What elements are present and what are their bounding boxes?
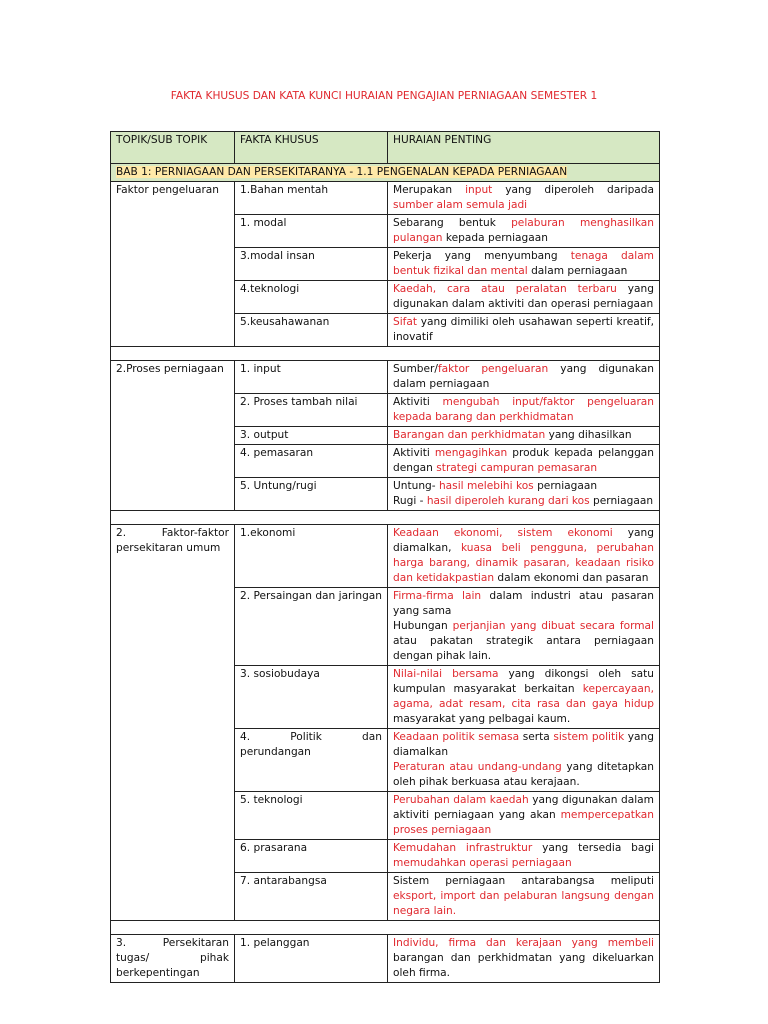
description-text: Aktiviti: [393, 447, 435, 459]
description-text: Sumber/: [393, 363, 438, 375]
keyword-text: Keadaan politik semasa: [393, 731, 520, 743]
keyword-text: pelaburan menghasilkan pulangan: [393, 217, 654, 244]
keyword-text: strategi campuran pemasaran: [436, 462, 598, 474]
description-text: yang diamalkan: [393, 731, 654, 758]
keyword-text: Perubahan dalam kaedah: [393, 794, 529, 806]
description-cell: [388, 314, 660, 347]
fact-cell: 1. input: [235, 361, 388, 394]
keyword-text: Sifat: [393, 316, 418, 328]
description-line: [393, 619, 654, 664]
description-cell: [388, 215, 660, 248]
fact-cell: 6. prasarana: [235, 840, 388, 873]
description-line: [393, 730, 654, 760]
fact-cell: 5. Untung/rugi: [235, 478, 388, 511]
description-cell: [388, 792, 660, 840]
fact-cell: 1.ekonomi: [235, 525, 388, 588]
keyword-text: mengubah input/faktor pengeluaran kepada barang dan perkhidmatan: [393, 396, 655, 423]
spacer-cell: [111, 921, 660, 935]
description-text: yang tersedia bagi: [532, 842, 654, 854]
description-cell: [388, 281, 660, 314]
header-huraian: HURAIAN PENTING: [388, 132, 660, 164]
fact-cell: 5. teknologi: [235, 792, 388, 840]
table-row: [111, 935, 660, 983]
description-text: yang dimiliki oleh usahawan seperti kreatif, inovatif: [393, 316, 654, 343]
document-title: FAKTA KHUSUS DAN KATA KUNCI HURAIAN PENGAJIAN PERNIAGAAN SEMESTER 1: [170, 90, 598, 102]
fact-cell: 5.keusahawanan: [235, 314, 388, 347]
fact-cell: 1. modal: [235, 215, 388, 248]
description-text: Sistem perniagaan antarabangsa meliputi: [393, 875, 654, 887]
keyword-text: Barangan dan perkhidmatan: [393, 429, 546, 441]
table-row: [111, 525, 660, 588]
keyword-text: hasil diperoleh kurang dari kos: [426, 495, 590, 507]
description-text: Pekerja yang menyumbang: [393, 250, 571, 262]
description-text: kepada perniagaan: [442, 232, 548, 244]
description-cell: [388, 588, 660, 666]
description-cell: [388, 182, 660, 215]
bab-row: [111, 164, 660, 182]
fact-cell: 2. Persaingan dan jaringan: [235, 588, 388, 666]
keyword-text: eksport, import dan pelaburan langsung dengan negara lain.: [393, 890, 654, 917]
keyword-text: faktor pengeluaran: [437, 363, 549, 375]
description-text: dalam industri atau pasaran yang sama: [393, 590, 654, 617]
description-cell: [388, 840, 660, 873]
keyword-text: Peraturan atau undang-undang: [393, 761, 562, 773]
spacer-row: [111, 511, 660, 525]
description-text: yang digunakan dalam perniagaan: [393, 363, 655, 390]
description-text: Untung-: [393, 480, 439, 492]
description-text: yang diperoleh daripada: [492, 184, 654, 196]
keyword-text: kepercayaan, agama, adat resam, cita rasa dan gaya hidup: [393, 683, 654, 710]
keyword-text: mempercepatkan proses perniagaan: [393, 809, 654, 836]
fact-cell: 3. sosiobudaya: [235, 666, 388, 729]
fact-cell: 1. pelanggan: [235, 935, 388, 983]
description-text: Merupakan: [393, 184, 466, 196]
description-cell: [388, 525, 660, 588]
description-cell: [388, 478, 660, 511]
fact-cell: 4. Politik dan perundangan: [235, 729, 388, 792]
keyword-text: kuasa beli pengguna, perubahan harga barang, dinamik pasaran, keadaan risiko dan ketidakpastian: [393, 542, 654, 584]
table-header-row: [111, 132, 660, 164]
description-text: yang dikongsi oleh satu kumpulan masyarakat berkaitan: [393, 668, 654, 695]
fact-cell: 7. antarabangsa: [235, 873, 388, 921]
header-topik: TOPIK/SUB TOPIK: [111, 132, 235, 164]
description-text: yang digunakan dalam aktiviti perniagaan yang akan: [393, 794, 654, 821]
description-cell: [388, 361, 660, 394]
description-text: perniagaan: [589, 495, 654, 507]
keyword-text: mengagihkan: [434, 447, 508, 459]
description-line: [393, 494, 654, 509]
keyword-text: memudahkan operasi perniagaan: [393, 857, 572, 869]
keyword-text: hasil melebihi kos: [438, 480, 534, 492]
keyword-text: perjanjian yang dibuat secara formal: [452, 620, 654, 632]
description-text: masyarakat yang pelbagai kaum.: [393, 713, 571, 725]
content-table: [110, 131, 660, 983]
bab-title: BAB 1: PERNIAGAAN DAN PERSEKITARANYA - 1.1 PENGENALAN KEPADA PERNIAGAAN: [116, 166, 568, 178]
keyword-text: Firma-firma lain: [393, 590, 482, 602]
fact-cell: 2. Proses tambah nilai: [235, 394, 388, 427]
bab-cell: [111, 164, 660, 182]
keyword-text: Kaedah, cara atau peralatan terbaru: [393, 283, 617, 295]
description-text: yang digunakan dalam aktiviti dan operasi perniagaan: [393, 283, 654, 310]
description-text: Hubungan: [393, 620, 453, 632]
description-cell: [388, 427, 660, 445]
fact-cell: 3. output: [235, 427, 388, 445]
keyword-text: Individu, firma dan kerajaan yang membeli: [393, 937, 654, 949]
spacer-cell: [111, 347, 660, 361]
keyword-text: Kemudahan infrastruktur: [393, 842, 533, 854]
description-line: [393, 589, 654, 619]
description-text: perniagaan: [533, 480, 598, 492]
spacer-row: [111, 347, 660, 361]
topic-cell: 3. Persekitaran tugas/ pihak berkepentingan: [111, 935, 235, 983]
keyword-text: input: [465, 184, 493, 196]
description-text: Rugi -: [393, 495, 427, 507]
keyword-text: sumber alam semula jadi: [393, 199, 528, 211]
header-fakta: FAKTA KHUSUS: [235, 132, 388, 164]
description-text: atau pakatan strategik antara perniagaan dengan pihak lain.: [393, 635, 654, 662]
description-cell: [388, 666, 660, 729]
keyword-text: Keadaan ekonomi, sistem ekonomi: [393, 527, 613, 539]
description-text: produk kepada pelanggan dengan: [393, 447, 655, 474]
description-text: Sebarang bentuk: [393, 217, 512, 229]
description-cell: [388, 248, 660, 281]
keyword-text: sistem politik: [553, 731, 625, 743]
description-cell: [388, 394, 660, 427]
fact-cell: 4. pemasaran: [235, 445, 388, 478]
description-text: yang diamalkan,: [393, 527, 654, 554]
description-cell: [388, 445, 660, 478]
spacer-cell: [111, 511, 660, 525]
spacer-row: [111, 921, 660, 935]
table-row: [111, 182, 660, 215]
description-cell: [388, 935, 660, 983]
fact-cell: 4.teknologi: [235, 281, 388, 314]
description-text: yang dihasilkan: [545, 429, 632, 441]
keyword-text: Nilai-nilai bersama: [393, 668, 499, 680]
description-text: serta: [519, 731, 554, 743]
topic-cell: 2.Proses perniagaan: [111, 361, 235, 511]
description-line: [393, 760, 654, 790]
topic-cell: 2. Faktor-faktor persekitaran umum: [111, 525, 235, 921]
keyword-text: tenaga dalam bentuk fizikal dan mental: [393, 250, 655, 277]
description-text: Aktiviti: [393, 396, 443, 408]
description-text: dalam ekonomi dan pasaran: [494, 572, 649, 584]
description-text: barangan dan perkhidmatan yang dikeluarkan oleh firma.: [393, 952, 654, 979]
description-text: yang ditetapkan oleh pihak berkuasa atau kerajaan.: [393, 761, 654, 788]
fact-cell: 1.Bahan mentah: [235, 182, 388, 215]
fact-cell: 3.modal insan: [235, 248, 388, 281]
description-cell: [388, 873, 660, 921]
table-row: [111, 361, 660, 394]
description-cell: [388, 729, 660, 792]
description-line: [393, 479, 654, 494]
topic-cell: Faktor pengeluaran: [111, 182, 235, 347]
description-text: dalam perniagaan: [527, 265, 628, 277]
